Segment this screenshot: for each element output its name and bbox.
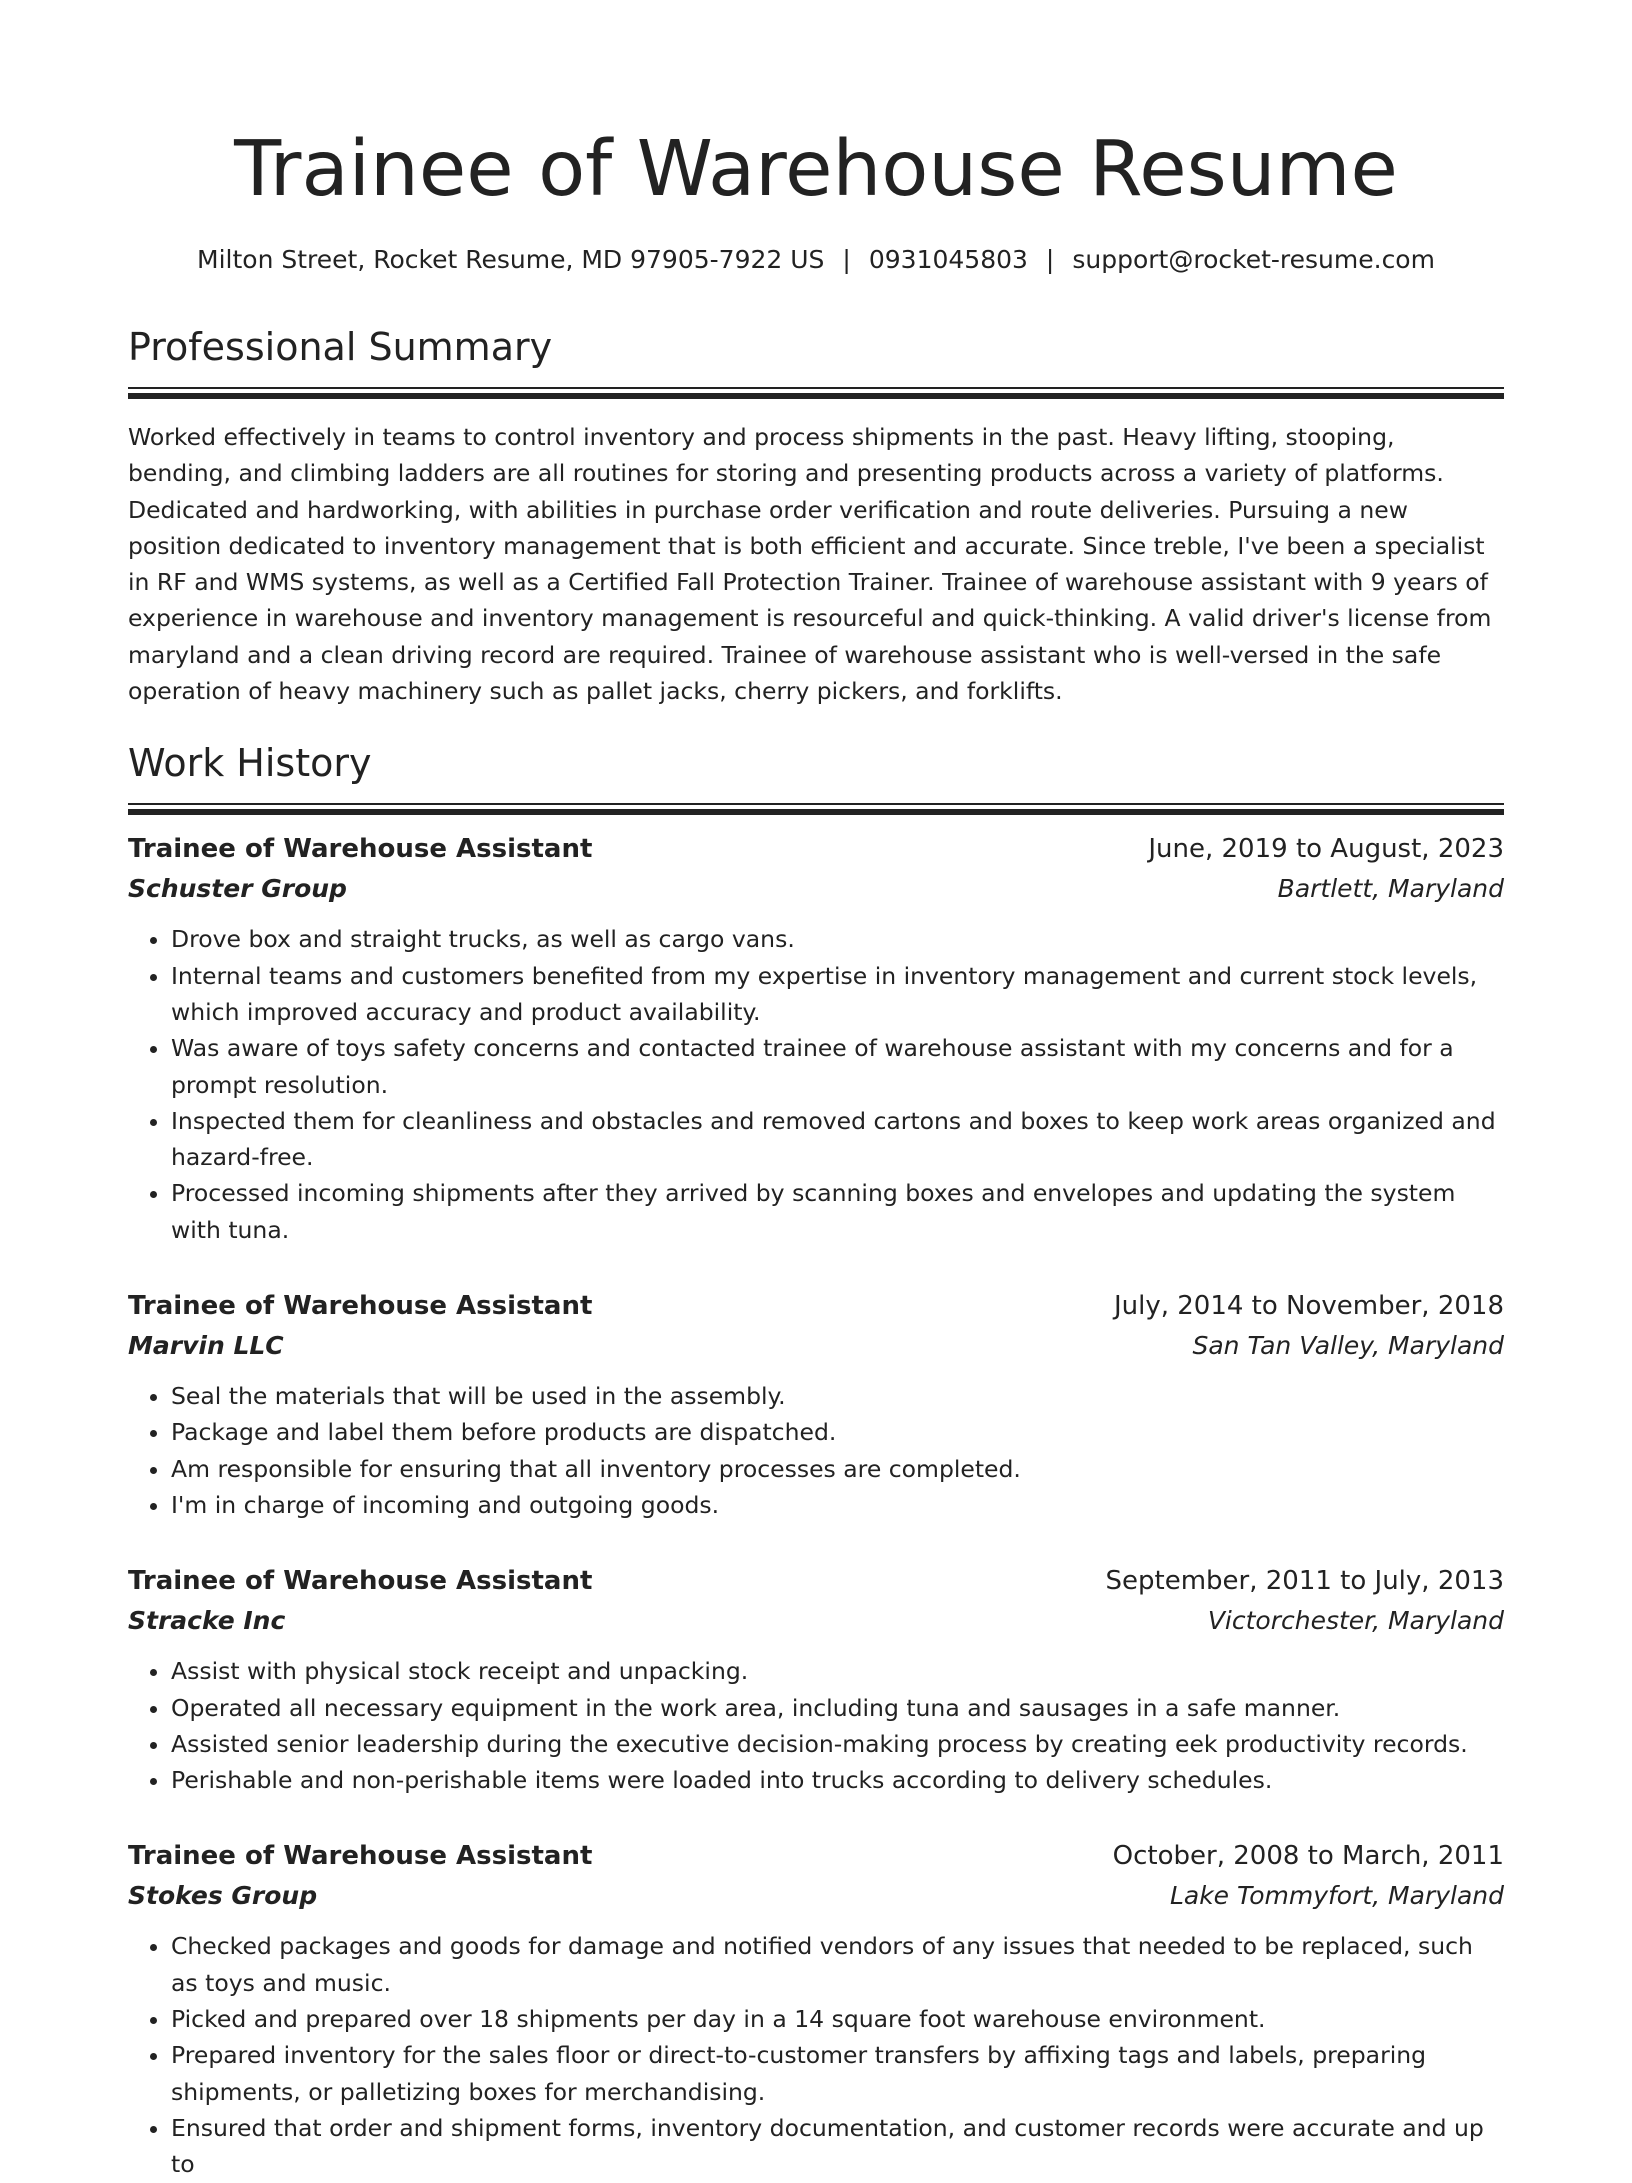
list-item: • Assist with physical stock receipt and unpacking. xyxy=(171,1653,1504,1689)
work-history-list xyxy=(128,829,1504,2182)
contact-email[interactable]: support@rocket-resume.com xyxy=(1072,245,1435,274)
job-location: San Tan Valley, Maryland xyxy=(1192,1331,1504,1361)
summary-text: Worked effectively in teams to control inventory and process shipments in the past. Heavy lifting, stooping, bending, and climbing ladders are all routines for storing and presenting products across a variety of platforms. Dedicated and hardworking, with abilities in purchase order verification and route deliveries. Pursuing a new position dedicated to inventory management that is both efficient and accurate. Since treble, I've been a specialist in RF and WMS systems, as well as a Certified Fall Protection Trainer. Trainee of warehouse assistant with 9 years of experience in warehouse and inventory management is resourceful and quick-thinking. A valid driver's license from maryland and a clean driving record are required. Trainee of warehouse assistant who is well-versed in the safe operation of heavy machinery such as pallet jacks, cherry pickers, and forklifts. xyxy=(128,423,1492,706)
list-item: • Am responsible for ensuring that all inventory processes are completed. xyxy=(171,1451,1504,1487)
resume-title: Trainee of Warehouse Resume xyxy=(234,125,1398,214)
job-bullets xyxy=(128,921,1504,1248)
list-item: • Prepared inventory for the sales floor or direct-to-customer transfers by affixing tags and labels, preparing shipments, or palletizing boxes for merchandising. xyxy=(171,2037,1504,2110)
contact-line xyxy=(128,243,1504,277)
job-title: Trainee of Warehouse Assistant xyxy=(128,834,593,865)
job-bullets xyxy=(128,1653,1504,1798)
job-company: Schuster Group xyxy=(128,874,347,904)
list-item: • Internal teams and customers benefited from my expertise in inventory management and current stock levels, which improved accuracy and product availability. xyxy=(171,958,1504,1031)
contact-separator: | xyxy=(842,245,851,274)
list-item: • Was aware of toys safety concerns and contacted trainee of warehouse assistant with my concerns and for a prompt resolution. xyxy=(171,1030,1504,1103)
job-dates: June, 2019 to August, 2023 xyxy=(1148,834,1504,865)
list-item: • Package and label them before products are dispatched. xyxy=(171,1414,1504,1450)
list-item: • Processed incoming shipments after they arrived by scanning boxes and envelopes and updating the system with tuna. xyxy=(171,1175,1504,1248)
list-item: • Checked packages and goods for damage and notified vendors of any issues that needed to be replaced, such as toys and music. xyxy=(171,1928,1504,2001)
work-history-heading: Work History xyxy=(128,741,372,786)
job-company: Stokes Group xyxy=(128,1881,318,1911)
job-dates: October, 2008 to March, 2011 xyxy=(1112,1841,1504,1872)
job-dates: July, 2014 to November, 2018 xyxy=(1113,1291,1504,1322)
job-company: Stracke Inc xyxy=(128,1606,286,1636)
list-item: • Inspected them for cleanliness and obstacles and removed cartons and boxes to keep work areas organized and hazard-free. xyxy=(171,1103,1504,1176)
job-entry xyxy=(128,1561,1504,1798)
job-bullets xyxy=(128,1928,1504,2182)
section-divider xyxy=(128,387,1504,399)
job-entry xyxy=(128,1286,1504,1523)
job-company: Marvin LLC xyxy=(128,1331,284,1361)
list-item: • Assisted senior leadership during the executive decision-making process by creating eek productivity records. xyxy=(171,1726,1504,1762)
job-title: Trainee of Warehouse Assistant xyxy=(128,1291,593,1322)
list-item: • Drove box and straight trucks, as well as cargo vans. xyxy=(171,921,1504,957)
list-item: • I'm in charge of incoming and outgoing goods. xyxy=(171,1487,1504,1523)
section-divider xyxy=(128,803,1504,815)
job-dates: September, 2011 to July, 2013 xyxy=(1105,1566,1504,1597)
summary-heading: Professional Summary xyxy=(128,325,553,369)
contact-phone: 0931045803 xyxy=(868,245,1028,274)
job-location: Victorchester, Maryland xyxy=(1207,1606,1504,1636)
job-entry xyxy=(128,1836,1504,2182)
job-location: Lake Tommyfort, Maryland xyxy=(1169,1881,1504,1911)
job-entry xyxy=(128,829,1504,1248)
list-item: • Picked and prepared over 18 shipments per day in a 14 square foot warehouse environment. xyxy=(171,2001,1504,2037)
list-item: • Operated all necessary equipment in the work area, including tuna and sausages in a safe manner. xyxy=(171,1690,1504,1726)
job-title: Trainee of Warehouse Assistant xyxy=(128,1566,593,1597)
list-item: • Seal the materials that will be used in the assembly. xyxy=(171,1378,1504,1414)
job-bullets xyxy=(128,1378,1504,1523)
job-title: Trainee of Warehouse Assistant xyxy=(128,1841,593,1872)
contact-separator: | xyxy=(1045,245,1055,274)
list-item: • Perishable and non-perishable items were loaded into trucks according to delivery schedules. xyxy=(171,1762,1504,1798)
job-location: Bartlett, Maryland xyxy=(1277,874,1504,904)
contact-address: Milton Street, Rocket Resume, MD 97905-7922 US xyxy=(197,245,825,274)
list-item: • Ensured that order and shipment forms, inventory documentation, and customer records were accurate and up to xyxy=(171,2110,1504,2183)
